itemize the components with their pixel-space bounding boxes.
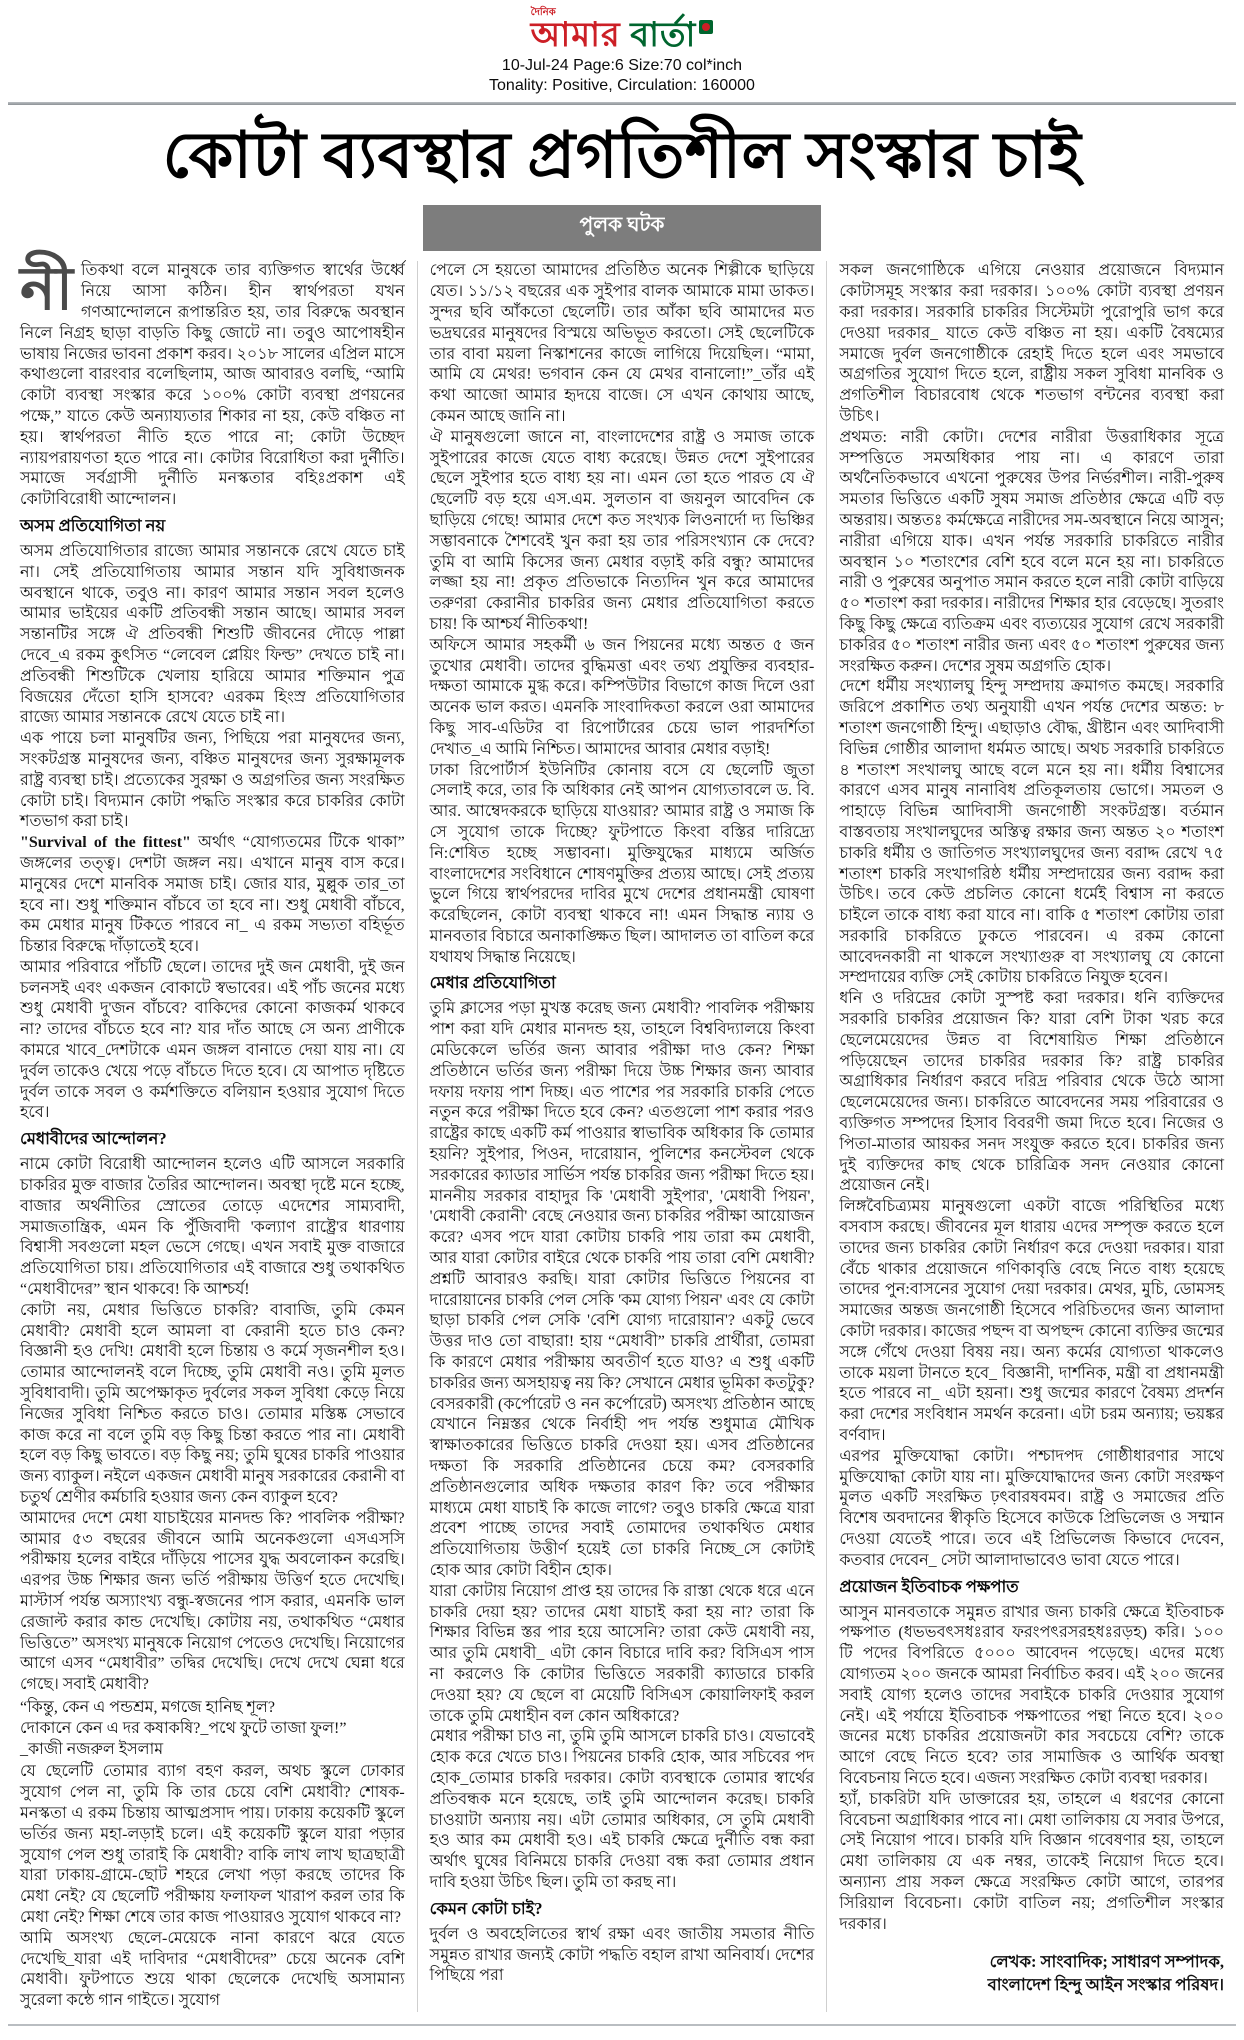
paragraph: আসুন মানবতাকে সমুন্নত রাখার জন্য চাকরি ক্ষেত্রে ইতিবাচক পক্ষপাত (ধভভবৎসধঃরাব ফরংপৎরসরহধঃরড়হ) করি। ১০০ টি পদের বিপরিতে ৫০০০ আবেদন পড়েছে। এদের মধ্যে যোগ্যতম ২০০ জনকে আমরা নির্বাচিত করব। এই ২০০ জনের সবাই যোগ্য হলেও তাদের সবাইকে চাকরি দেওয়ার সুযোগ নেই। এই পর্যায়ে ইতিবাচক পক্ষপাতের পন্থা নিতে হবে। ২০০ জনের মধ্যে চাকরির প্রয়োজনটা কার সবচেয়ে বেশি? তাকে আগে বেছে নিতে হবে? তার সামাজিক ও আর্থিক অবস্থা বিবেচনায় নিতে হবে। এজন্য সংরক্ষিত কোটা ব্যবস্থা দরকার।	[839, 1603, 1225, 1787]
paragraph: আমি অসংখ্য ছেলে-মেয়েকে নানা কারণে ঝরে যেতে দেখেছি_যারা এই দাবিদার “মেধাবীদের” চেয়ে অনেক বেশি মেধাবী। ফুটপাতে শুয়ে থাকা ছেলেকে দেখেছি অসামান্য সুরেলা কন্ঠে গান গাইতে। সুযোগ	[20, 1929, 405, 2010]
header-divider	[8, 102, 1236, 105]
poem-quote	[20, 1698, 405, 1760]
paragraph: তুমি ক্লাসের পড়া মুখস্ত করেছ জন্য মেধাবী? পাবলিক পরীক্ষায় পাশ করা যদি মেধার মানদন্ড হয়, তাহলে বিশ্ববিদ্যালয়ে কিংবা মেডিকেলে ভর্তির জন্য আবার পরীক্ষা দাও কেন? শিক্ষা প্রতিষ্ঠানে ভর্তির জন্য পরীক্ষা দিয়ে উচ্চ শিক্ষার জন্য আবার দফায় দফায় পাশ দিচ্ছ। এত পাশের পর সরকারি চাকরি পেতে নতুন করে পরীক্ষা দিতে হবে কেন? এতগুলো পাশ করার পরও রাষ্ট্রের কাছে একটি কর্ম পাওয়ার স্বাভাবিক অধিকার কি তোমার হয়নি? সুইপার, পিওন, দারোয়ান, পুলিশের কনস্টেবল থেকে সরকারের ক্যাডার সার্ভিস পর্যন্ত চাকরির জন্য পরীক্ষা দিতে হয়। মাননীয় সরকার বাহাদুর কি 'মেধাবী সুইপার', 'মেধাবী পিয়ন', 'মেধাবী কেরানী' বেছে নেওয়ার জন্য চাকরির পরীক্ষা আয়োজন করে? এসব পদে যারা কোটায় চাকরি পায় তারা কম মেধাবী, আর যারা কোটার বাইরে থেকে চাকরি পায় তারা বেশি মেধাবী? প্রশ্নটি আবারও করছি। যারা কোটার ভিত্তিতে পিয়নের বা দারোয়ানের চাকরি পেল সেকি 'কম যোগ্য পিয়ন' এবং যে কোটা ছাড়া চাকরি পেল সেকি 'বেশি যোগ্য দারোয়ান'? একটু ভেবে উত্তর দাও তো বাছারা! হায় “মেধাবী” চাকরি প্রার্থীরা, তোমরা কি কারণে মেধার পরীক্ষায় অবতীর্ণ হতে যাও? এ শুধু একটি চাকরির জন্য অসহায়ত্ব নয় কি? সেখানে মেধার ভূমিকা কতটুকু?	[429, 1000, 815, 1392]
paragraph: অফিসে আমার সহকর্মী ৬ জন পিয়নের মধ্যে অন্তত ৫ জন তুখোর মেধাবী। তাদের বুদ্ধিমত্তা এবং তথ্য প্রযুক্তির ব্যবহার-দক্ষতা আমাকে মুগ্ধ করে। কম্পিউটার বিভাগে কাজ দিলে ওরা অনেক ভাল করত। এমনকি সাংবাদিকতা করলে ওরা আমাদের কিছু সাব-এডিটর বা রিপোর্টারের চেয়ে ভাল পারদর্শিতা দেখাত_এ আমি নিশ্চিত। আমাদের আবার মেধার বড়াই!	[429, 636, 815, 758]
footer-divider	[8, 2024, 1236, 2026]
paragraph: নামে কোটা বিরোধী আন্দোলন হলেও এটি আসলে সরকারি চাকরির মুক্ত বাজার তৈরির আন্দোলন। অবস্থা দৃষ্টে মনে হচ্ছে, বাজার অর্থনীতির স্রোতের তোড়ে এদেশের সাম্যবাদী, সমাজতান্ত্রিক, এমন কি পুঁজিবাদী 'কল্যাণ রাষ্ট্রে'র ধারণায় বিশ্বাসী সবগুলো মহল ভেসে গেছে। এখন সবাই মুক্ত বাজারে প্রতিযোগিতা চায়। প্রতিযোগিতার এই বাজারে শুধু তথাকথিত “মেধাবীদের” স্থান থাকবে! কি আশ্চর্য!	[20, 1156, 405, 1299]
paragraph: যে ছেলেটি তোমার ব্যাগ বহণ করল, অথচ স্কুলে ঢোকার সুযোগ পেল না, তুমি কি তার চেয়ে বেশি মেধাবী? শোষক-মনস্কতা এ রকম চিন্তায় আত্মপ্রসাদ পায়। ঢাকায় কয়েকটি স্কুলে ভর্তির জন্য মহা-লড়াই চলে। এই কয়েকটি স্কুলে যারা পড়ার সুযোগ পেল শুধু তারাই কি মেধাবী? বাকি লাখ লাখ ছাত্রছাত্রী যারা ঢাকায়-গ্রামে-ছোট শহরে লেখা পড়া করছে তাদের কি মেধা নেই? যে ছেলেটি পরীক্ষায় ফলাফল খারাপ করল তার কি মেধা নেই? শিক্ষা শেষে তার কাজ পাওয়ারও সুযোগ থাকবে না?	[20, 1763, 405, 1926]
logo-daily-label: দৈনিক	[530, 7, 556, 18]
poem-line: _কাজী নজরুল ইসলাম	[20, 1740, 164, 1758]
logo-brand-second: বার্তা	[630, 17, 697, 54]
meta-line-date-page-size: 10-Jul-24 Page:6 Size:70 col*inch	[501, 57, 743, 74]
paragraph: ঐ মানুষগুলো জানে না, বাংলাদেশের রাষ্ট্র ও সমাজ তাকে সুইপারের কাজে যেতে বাধ্য করেছে। উন্নত দেশে সুইপারের ছেলে সুইপার হতে বাধ্য হয় না। এমন তো হতে পারত যে ঐ ছেলেটি বড় হয়ে এস.এম. সুলতান বা জয়নুল আবেদিন কে ছাড়িয়ে গেছে! আমার দেশে কত সংখ্যক লিওনার্দো দ্য ভিঞ্চির সম্ভাবনাকে শৈশবেই খুন করা হয় তার পরিসংখ্যান কে দেবে? তুমি বা আমি কিসের জন্য মেধার বড়াই করি বন্ধু? আমাদের লজ্জা হয় না! প্রকৃত প্রতিভাকে নিত্যদিন খুন করে আমাদের তরুণরা কেরানীর চাকরির জন্য মেধার প্রতিযোগিতা করতে চায়! কি আশ্চর্য নীতিকথা!	[429, 428, 815, 633]
article-column-1	[8, 256, 417, 2012]
paragraph: দেশে ধর্মীয় সংখ্যালঘু হিন্দু সম্প্রদায় ক্রমাগত কমছে। সরকারি জরিপে প্রকাশিত তথ্য অনুযায়ী এখন পর্যন্ত দেশের অন্তত: ৮ শতাংশ জনগোষ্ঠী হিন্দু। এছাড়াও বৌদ্ধ, খ্রীষ্টান এবং আদিবাসী বিভিন্ন গোষ্ঠীর আলাদা ধর্মমত আছে। অথচ সরকারি চাকরিতে ৪ শতাংশ সংখালঘু আছে বলে মনে হয় না। ধর্মীয় বিশ্বাসের কারণে এসব মানুষ নানাবিধ প্রতিকূলতায় ভোগে। সমতল ও পাহাড়ে বিভিন্ন আদিবাসী জনগোষ্ঠী সংকটগ্রস্ত। বর্তমান বাস্তবতায় সংখালঘুদের অস্তিত্ব রক্ষার জন্য অন্তত ২০ শতাংশ চাকরি ধর্মীয় ও জাতিগত সংখ্যালঘুদের জন্য বরাদ্দ রেখে ৭৫ শতাংশ চাকরি সংখাগরিষ্ঠ ধর্মীয় সম্প্রদায়ের জন্য বরাদ্দ করা উচিৎ। তবে কেউ প্রচলিত কোনো ধর্মেই বিশ্বাস না করতে চাইলে তাকে বাধ্য করা যাবে না। বাকি ৫ শতাংশ কোটায় তারা সরকারি চাকরিতে ঢুকতে পারবেন। এ রকম কোনো আবেদনকারী না থাকলে সংখ্যাগুরু বা সংখ্যালঘু যে কোনো সম্প্রদায়ের ব্যক্তি সেই কোটায় চাকরিতে নিযুক্ত হবেন।	[839, 678, 1225, 987]
paragraph: বেসরকারী (কর্পোরেট ও নন কর্পোরেট) অসংখ্য প্রতিষ্ঠান আছে যেখানে নিম্নস্তর থেকে নির্বাহী পদ পর্যন্ত শুধুমাত্র মৌখিক স্বাক্ষাতকারের ভিত্তিতে চাকরি দেওয়া হয়। এসব প্রতিষ্ঠানের দক্ষতা কি সরকারি প্রতিষ্ঠানের চেয়ে কম? বেসরকারি প্রতিষ্ঠানগুলোর অধিক দক্ষতার কারণ কি? তবে পরীক্ষার মাধ্যমে মেধা যাচাই কি কাজে লাগে? তবুও চাকরি ক্ষেত্রে যারা প্রবেশ পাচ্ছে তাদের সবাই তোমাদের তথাকথিত মেধার প্রতিযোগিতায় উত্তীর্ণ হয়েই তো চাকরি নিচ্ছে_সে কোটাই হোক আর কোটা বিহীন হোক।	[429, 1395, 815, 1579]
paragraph: ঢাকা রিপোর্টার্স ইউনিটির কোনায় বসে যে ছেলেটি জুতা সেলাই করে, তার কি অধিকার নেই আপন যোগ্যতাবলে ড. বি. আর. আম্বেদকরকে ছাড়িয়ে যাওয়ার? আমার রাষ্ট্র ও সমাজ কি সে সুযোগ তাকে দিচ্ছে? ফুটপাতে কিংবা বস্তির দারিদ্র্যে নি:শেষিত হচ্ছে সম্ভাবনা। মুক্তিযুদ্ধের মাধ্যমে অর্জিত বাংলাদেশের সংবিধানে শোষণমুক্তির প্রত্যয় আছে। সেই প্রত্যয় ভুলে গিয়ে স্বার্থপরদের দাবির মুখে দেশের প্রধানমন্ত্রী ঘোষণা করেছিলেন, কোটা ব্যবস্থা থাকবে না! এমন সিদ্ধান্ত ন্যায় ও মানবতার বিচারে অনাকাঙ্ক্ষিত ছিল। আদালত তা বাতিল করে যথাযথ সিদ্ধান্ত নিয়েছে।	[429, 761, 815, 966]
poem-line: দোকানে কেন এ দর কষাকষি?_পথে ফুটে তাজা ফুল!”	[20, 1719, 347, 1737]
paragraph: এক পায়ে চলা মানুষটির জন্য, পিছিয়ে পরা মানুষদের জন্য, সংকটগ্রস্ত মানুষদের জন্য, বঞ্চিত মানুষদের জন্য সুরক্ষামূলক রাষ্ট্র ব্যবস্থা চাই। প্রত্যেকের সুরক্ষা ও অগ্রগতির জন্য সংরক্ষিত কোটা চাই। বিদ্যমান কোটা পদ্ধতি সংস্কার করে চাকরির কোটা শতভাগ করা চাই।	[20, 730, 405, 831]
paragraph: দুর্বল ও অবহেলিতের স্বার্থ রক্ষা এবং জাতীয় সমতার নীতি সমুন্নত রাখার জন্যই কোটা পদ্ধতি বহাল রাখা অনিবার্য। দেশের পিছিয়ে পরা	[429, 1925, 815, 1985]
author-credit	[839, 1951, 1224, 1996]
section-subheading: অসম প্রতিযোগিতা নয়	[20, 515, 166, 535]
masthead	[8, 6, 1236, 96]
paragraph: যারা কোটায় নিয়োগ প্রাপ্ত হয় তাদের কি রাস্তা থেকে ধরে এনে চাকরি দেয়া হয়? তাদের মেধা যাচাই করা হয় না? তারা কি শিক্ষার বিভিন্ন স্তর পার হয়ে আসেনি? তারা কেউ মেধাবী নয়, আর তুমি মেধাবী_ এটা কোন বিচারে দাবি কর? বিসিএস পাস না করলেও কি কোটার ভিত্তিতে সরকারী ক্যাডারে চাকরি দেওয়া হয়? যে ছেলে বা মেয়েটি বিসিএস কোয়ালিফাই করল তাকে তুমি মেধাহীন বল কোন অধিকারে?	[429, 1582, 815, 1725]
section-subheading: মেধাবীদের আন্দোলন?	[20, 1129, 167, 1149]
headline: কোটা ব্যবস্থার প্রগতিশীল সংস্কার চাই	[162, 120, 1082, 191]
bold-lead: "Survival of the fittest"	[20, 834, 191, 852]
flag-icon	[699, 20, 713, 34]
article-body	[8, 256, 1236, 2012]
author-credit-line: বাংলাদেশ হিন্দু আইন সংস্কার পরিষদ।	[987, 1974, 1225, 1994]
paragraph: লিঙ্গবৈচিত্র্যময় মানুষগুলো একটা বাজে পরিস্থিতির মধ্যে বসবাস করছে। জীবনের মূল ধারায় এদের সম্পৃক্ত করতে হলে তাদের জন্য চাকরির কোটা নির্ধারণ করে দেওয়া দরকার। যারা বেঁচে থাকার প্রয়োজনে গণিকাবৃত্তি বেছে নিতে বাধ্য হয়েছে তাদের পুন:বাসনের সুযোগ দেয়া দরকার। মেথর, মুচি, ডোমসহ সমাজের অন্তজ জনগোষ্ঠী হিসেবে পরিচিতদের জন্য আলাদা কোটা দরকার। কাজের পছন্দ বা অপছন্দ কোনো ব্যক্তির জন্মের সঙ্গে গেঁথে দেওয়া বিষয় নয়। অন্য কর্মের যোগ্যতা থাকলেও তাকে ময়লা টানতে হবে_ বিজ্ঞানী, দার্শনিক, মন্ত্রী বা প্রধানমন্ত্রী হতে পারবে না_ এটা হয়না। শুধু জন্মের কারণে বৈষম্য প্রদর্শন করা দেশের সংবিধান সমর্থন করেনা। এটা চরম অন্যায়; ভয়ঙ্কর বর্ণবাদ।	[839, 1198, 1225, 1445]
paragraph: এরপর মুক্তিযোদ্ধা কোটা। পশ্চাদপদ গোষ্ঠীধারণার সাথে মুক্তিযোদ্ধা কোটা যায় না। মুক্তিযোদ্ধাদের জন্য কোটা সংরক্ষণ মুলত একটি সংরক্ষিত ঢ়ৎবারষবমব। রাষ্ট্র ও সমাজের প্রতি বিশেষ অবদানের স্বীকৃতি হিসেবে কাউকে প্রিভিলেজ ও সম্মান দেওয়া যেতেই পারে। তবে এই প্রিভিলেজ কিভাবে দেবেন, কতবার দেবেন_ সেটা আলাদাভাবেও ভাবা যেতে পারে।	[839, 1447, 1225, 1569]
byline-author: পুলক ঘটক	[579, 214, 665, 237]
paragraph: অসম প্রতিযোগিতার রাজ্যে আমার সন্তানকে রেখে যেতে চাই না। সেই প্রতিযোগিতায় আমার সন্তান যদি সুবিধাজনক অবস্থানে থাকে, তবুও না। কারণ আমার সন্তান সবল হলেও আমার ভাইয়ের একটি প্রতিবন্ধী সন্তান আছে। আমার সবল সন্তানটির সঙ্গে ঐ প্রতিবন্ধী শিশুটি জীবনের দৌড়ে পাল্লা দেবে_এ রকম কুৎসিত “লেবেল প্লেয়িং ফিল্ড” দেখতে চাই না। প্রতিবন্ধী শিশুটিকে খেলায় হারিয়ে আমার শক্তিমান পুত্র বিজয়ের দেঁতো হাসি হাসবে? এরকম হিংস্র প্রতিযোগিতার রাজ্যে আমার সন্তানকে রেখে যেতে চাই না।	[20, 542, 405, 727]
article-column-2	[417, 261, 827, 2012]
paragraph: পেলে সে হয়তো আমাদের প্রতিষ্ঠিত অনেক শিল্পীকে ছাড়িয়ে যেত। ১১/১২ বছরের এক সুইপার বালক আমাকে মামা ডাকত। সুন্দর ছবি আঁকতো ছেলেটি। তার আঁকা ছবি আমাদের মত ভদ্রঘরের মানুষদের বিস্ময়ে অভিভূত করতো। সেই ছেলেটিকে তার বাবা ময়লা নিস্কাশনের কাজে লাগিয়ে দিয়েছিল। “মামা, আমি যে মেথর! ভগবান কেন যে মেথর বানালো!”_তাঁর এই কথা আজো আমার হৃদয়ে বাজে। সে এখন কোথায় আছে, কেমন আছে জানি না।	[429, 262, 815, 425]
section-subheading: কেমন কোটা চাই?	[429, 1898, 543, 1918]
clipping-meta	[8, 56, 1236, 96]
byline-bar	[423, 205, 821, 251]
paragraph: মেধার পরীক্ষা চাও না, তুমি তুমি আসলে চাকরি চাও। যেভাবেই হোক করে খেতে চাও। পিয়নের চাকরি হোক, আর সচিবের পদ হোক_তোমার চাকরি দরকার। কোটা ব্যবস্থাকে তোমার স্বার্থের প্রতিবন্ধক মনে হয়েছে, তাই তুমি আন্দোলন করেছ। চাকরি চাওয়াটা অন্যায় নয়। এটা তোমার অধিকার, সে তুমি মেধাবী হও আর কম মেধাবী হও। এই চাকরি ক্ষেত্রে দুর্নীতি বন্ধ করা অর্থাৎ ঘুষের বিনিময়ে চাকরি দেওয়া বন্ধ করা তোমার প্রধান দাবি হওয়া উচিৎ ছিল। তুমি তা করছ না।	[429, 1728, 815, 1891]
paragraph: হ্যাঁ, চাকরিটা যদি ডাক্তারের হয়, তাহলে এ ধরণের কোনো বিবেচনা অগ্রাধিকার পাবে না। মেধা তালিকায় যে সবার উপরে, সেই নিয়োগ পাবে। চাকরি যদি বিজ্ঞান গবেষণার হয়, তাহলে মেধা তালিকায় যে এক নম্বর, তাকেই নিয়োগ দিতে হবে। অন্যান্য প্রায় সকল ক্ষেত্রে সংরক্ষিত কোটা আগে, তারপর সিরিয়াল বিবেচনা। কোটা বাতিল নয়; প্রগতিশীল সংস্কার দরকার।	[839, 1790, 1225, 1933]
paragraph: নীতিকথা বলে মানুষকে তার ব্যক্তিগত স্বার্থের উর্ধ্বে নিয়ে আসা কঠিন। হীন স্বার্থপরতা যখন গণআন্দোলনে রূপান্তরিত হয়, তার বিরুদ্ধে অবস্থান নিলে নিগ্রহ ছাড়া বাড়তি কিছু জোটে না। তবুও আপোষহীন ভাষায় নিজের ভাবনা প্রকাশ করব। ২০১৮ সালের এপ্রিল মাসে কথাগুলো বারংবার বলেছিলাম, আজ আবারও বলছি, “আমি কোটা ব্যবস্থা সংস্কার করে ১০০% কোটা ব্যবস্থা প্রণয়নের পক্ষে,” যাতে কেউ অন্যায্যতার শিকার না হয়, কেউ বঞ্চিত না হয়। স্বার্থপরতা নীতি হতে পারে না; কোটা উচ্ছেদ ন্যায়পরায়ণতা হতে পারে না। কোটার বিরোধিতা করা দুর্নীতি। সমাজে সর্বগ্রাসী দুর্নীতি মনস্কতার বহিঃপ্রকাশ এই কোটাবিরোধী আন্দোলন।	[20, 256, 405, 509]
paragraph: আমাদের দেশে মেধা যাচাইয়ের মানদন্ড কি? পাবলিক পরীক্ষা? আমার ৫৩ বছরের জীবনে আমি অনেকগুলো এসএসসি পরীক্ষায় হলের বাইরে দাঁড়িয়ে পাসের যুদ্ধ অবলোকন করেছি। এরপর উচ্চ শিক্ষার জন্য ভর্তি পরীক্ষায় উত্তির্ণ হতে দেখেছি। মাস্টার্স পর্যন্ত অস্যাংখ্য বন্ধু-স্বজনের পাস করার, এমনকি ভাল রেজাল্ট করার কান্ড দেখেছি। কোটায় নয়, তথাকথিত “মেধার ভিত্তিতে” অসংখ্য মানুষকে নিয়োগ পেতেও দেখেছি। নিয়োগের আগে এসব “মেধাবীর” তদ্বির দেখেছি। দেখে দেখে ঘেন্না ধরে গেছে। সবাই মেধাবী?	[20, 1509, 405, 1694]
section-subheading: প্রয়োজন ইতিবাচক পক্ষপাত	[839, 1576, 1019, 1596]
article-column-3	[826, 261, 1236, 2012]
paragraph: আমার পরিবারে পাঁচটি ছেলে। তাদের দুই জন মেধাবী, দুই জন চলনসই এবং একজন বোকাটে স্বভাবের। এই পাঁচ জনের মধ্যে শুধু মেধাবী দু'জন বাঁচবে? বাকিদের কোনো কাজকর্ম থাকবে না? তাদের বাঁচতে হবে না? যার দাঁত আছে সে অন্য প্রাণীকে কামরে খাবে_দেশটাকে এমন জঙ্গল বানাতে দেয়া যায় না। যে দুর্বল তাকেও খেয়ে পড়ে বাঁচতে দিতে হবে। যে আপাত দৃষ্টিতে দুর্বল তাকে সবল ও কর্মশক্তিতে বলিয়ান হওয়ার সুযোগ দিতে হবে।	[20, 958, 405, 1122]
section-subheading: মেধার প্রতিযোগিতা	[429, 973, 556, 993]
meta-line-tonality-circulation: Tonality: Positive, Circulation: 160000	[489, 77, 755, 94]
poem-line: “কিন্তু, কেন এ পন্ডশ্রম, মগজে হানিছ শূল?	[20, 1698, 275, 1716]
author-credit-line: লেখক: সাংবাদিক; সাধারণ সম্পাদক,	[989, 1952, 1225, 1972]
paragraph: সকল জনগোষ্ঠিকে এগিয়ে নেওয়ার প্রয়োজনে বিদ্যমান কোটাসমূহ সংস্কার করা দরকার। ১০০% কোটা ব্যবস্থা প্রণয়ন করা দরকার। সরকারি চাকরির সিস্টেমটা পুরোপুরি ভাগ করে দেওয়া দরকার_ যাতে কেউ বঞ্চিত না হয়। একটি বৈষম্যের সমাজে দুর্বল জনগোষ্ঠীকে রেহাই দিতে হলে এবং সমভাবে অগ্রগতির সুযোগ দিতে হলে, রাষ্ট্রীয় সকল সুবিধা মানবিক ও প্রগতিশীল বিচারবোধ থেকে শতভাগ বন্টনের ব্যবস্থা করা উচিৎ।	[839, 262, 1225, 425]
logo-brand-first: আমার	[530, 17, 621, 54]
paragraph: ধনি ও দরিদ্রের কোটা সুস্পষ্ট করা দরকার। ধনি ব্যক্তিদের সরকারি চাকরির প্রয়োজন কি? যারা বেশি টাকা খরচ করে ছেলেমেয়েদের উন্নত বা বিশেষায়িত শিক্ষা প্রতিষ্ঠানে পড়িয়েছেন তাদের চাকরির দরকার কি? রাষ্ট্র চাকরির অগ্রাধিকার নির্ধারণ করবে দরিদ্র পরিবার থেকে উঠে আসা ছেলেমেয়েদের জন্য। চাকরিতে আবেদনের সময় পরিবারের ও ব্যক্তিগত সম্পদের হিসাব বিবরণী জমা দিতে হবে। নিজের ও পিতা-মাতার আয়কর সনদ সংযুক্ত করতে হবে। চাকরির জন্য দুই ব্যক্তিদের কাছ থেকে চারিত্রিক সনদ নেওয়ার কোনো প্রয়োজন নেই।	[839, 990, 1225, 1195]
paragraph: "Survival of the fittest" অর্থাৎ “যোগ্যতমের টিকে থাকা” জঙ্গলের তত্ত্ব। দেশটা জঙ্গল নয়। এখানে মানুষ বাস করে। মানুষের দেশে মানবিক সমাজ চাই। জোর যার, মুল্লুক তার_তা হবে না। শুধু শক্তিমান বাঁচবে তা হবে না। শুধু মেধাবী বাঁচবে, কম মেধার মানুষ টিকতে পারবে না_ এ রকম সভ্যতা বহির্ভূত চিন্তার বিরুদ্ধে দাঁড়াতেই হবে।	[20, 834, 405, 956]
paragraph: কোটা নয়, মেধার ভিত্তিতে চাকরি? বাবাজি, তুমি কেমন মেধাবী? মেধাবী হলে আমলা বা কেরানী হতে চাও কেন? বিজ্ঞানী হও দেখি! মেধাবী হলে চিন্তায় ও কর্মে সৃজনশীল হও। তোমার আন্দোলনই বলে দিচ্ছে, তুমি মেধাবী নও। তুমি মূলত সুবিধাবাদী। তুমি অপেক্ষাকৃত দুর্বলের সকল সুবিধা কেড়ে নিয়ে নিজের সুবিধা নিশ্চিত করতে চাও। তোমার মস্তিষ্ক সেভাবে কাজ করে না বলে তুমি বড় কিছু চিন্তা করতে পার না। মেধাবী হলে বড় কিছু ভাবতে। বড় কিছু নয়; তুমি ঘুষের চাকরি পাওয়ার জন্য ব্যাকুল। নইলে একজন মেধাবী মানুষ সরকারের কেরানী বা চতুর্থ শ্রেণীর কর্মচারি হওয়ার জন্য কেন ব্যাকুল হবে?	[20, 1301, 405, 1507]
drop-cap: নী	[20, 256, 73, 323]
newspaper-logo	[531, 8, 714, 53]
paragraph: প্রথমত: নারী কোটা। দেশের নারীরা উত্তরাধিকার সূত্রে সম্পত্তিতে সমঅধিকার পায় না। এ কারণে তারা অর্থনৈতিকভাবে এখনো পুরুষের উপর নির্ভরশীল। নারী-পুরুষ সমতার ভিত্তিতে একটি সুষম সমাজ প্রতিষ্ঠার ক্ষেত্রে এটি বড় অন্তরায়। অন্ততঃ কর্মক্ষেত্রে নারীদের সম-অবস্থানে নিয়ে আসুন; নারীরা এগিয়ে যাক। এখন পর্যন্ত সরকারি চাকরিতে নারীর অবস্থান ১০ শতাংশের বেশি হবে বলে মনে হয় না। চাকরিতে নারী ও পুরুষের অনুপাত সমান করতে হলে নারী কোটা বাড়িয়ে ৫০ শতাংশ করা দরকার। নারীদের শিক্ষার হার বেড়েছে। সুতরাং কিছু কিছু ক্ষেত্রে ব্যতিক্রম এবং ব্যত্যয়ের সুযোগ রেখে সরকারী চাকরির ৫০ শতাংশ নারীর জন্য এবং ৫০ শতাংশ পুরুষের জন্য সংরক্ষিত করুন। দেশের সুষম অগ্রগতি হোক।	[839, 428, 1225, 675]
